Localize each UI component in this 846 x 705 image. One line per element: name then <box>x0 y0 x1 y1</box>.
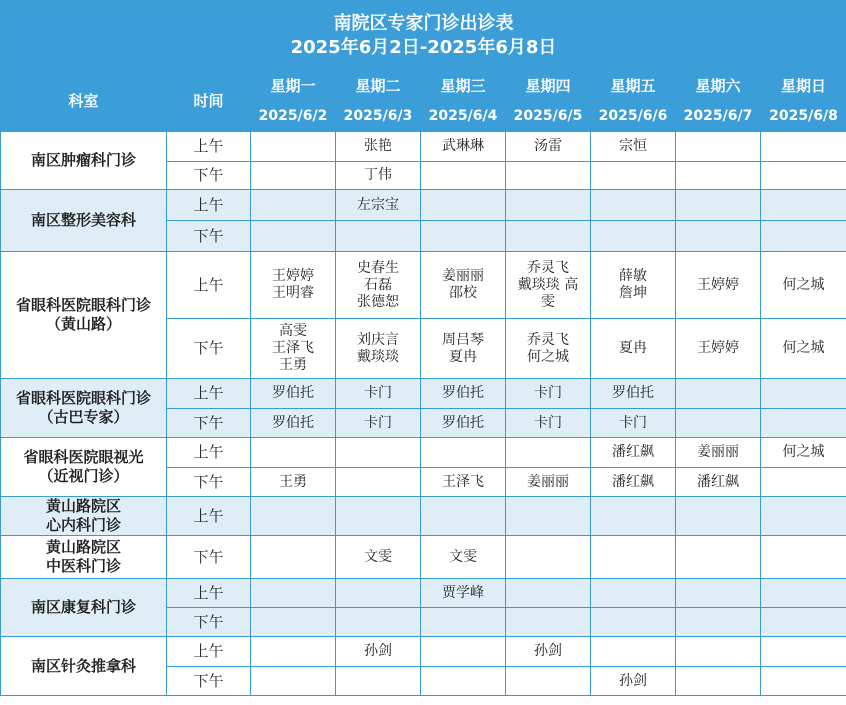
schedule-cell <box>506 132 591 162</box>
weekday-row <box>1 72 846 102</box>
doctor-name: 王泽飞 <box>442 473 484 490</box>
weekday-header: 星期一 <box>251 72 336 102</box>
session-row <box>1 637 846 667</box>
schedule-cell <box>336 409 421 438</box>
schedule-cell <box>761 319 846 379</box>
schedule-cell <box>421 497 506 536</box>
doctor-name: 姜丽丽 <box>697 444 739 460</box>
schedule-cell <box>676 579 761 608</box>
schedule-cell <box>591 252 676 319</box>
schedule-cell <box>761 667 846 696</box>
department-name <box>1 536 167 579</box>
doctor-name: 王明睿 <box>272 285 314 301</box>
schedule-cell <box>421 252 506 319</box>
schedule-cell <box>676 536 761 579</box>
weekday-header: 星期五 <box>591 72 676 102</box>
schedule-cell <box>336 252 421 319</box>
department-name <box>1 497 167 536</box>
doctor-name: 高雯 <box>279 323 307 339</box>
schedule-cell <box>591 162 676 190</box>
session-time: 上午 <box>167 497 251 536</box>
department-name-line: 中医科门诊 <box>45 557 121 575</box>
schedule-cell <box>676 438 761 468</box>
doctor-name: 王勇 <box>279 357 307 373</box>
doctor-name: 潘红飙 <box>612 473 654 490</box>
schedule-cell <box>761 608 846 637</box>
schedule-cell <box>676 409 761 438</box>
schedule-cell <box>676 379 761 409</box>
session-time: 下午 <box>167 667 251 696</box>
schedule-cell <box>761 536 846 579</box>
doctor-name: 姜丽丽 <box>527 473 569 490</box>
schedule-cell <box>336 608 421 637</box>
schedule-cell <box>251 319 336 379</box>
session-time: 下午 <box>167 319 251 379</box>
doctor-name: 潘红飙 <box>612 444 654 460</box>
schedule-cell <box>761 468 846 497</box>
department-name <box>1 637 167 696</box>
schedule-cell <box>761 221 846 252</box>
schedule-cell <box>761 252 846 319</box>
schedule-cell <box>421 579 506 608</box>
doctor-name: 罗伯托 <box>272 414 314 431</box>
schedule-cell <box>591 319 676 379</box>
schedule-cell <box>676 252 761 319</box>
schedule-cell <box>336 132 421 162</box>
doctor-name: 雯 <box>541 293 555 310</box>
doctor-name: 王勇 <box>279 473 307 490</box>
schedule-cell <box>506 190 591 221</box>
doctor-name: 王泽飞 <box>272 340 314 356</box>
schedule-cell <box>761 409 846 438</box>
schedule-cell <box>421 637 506 667</box>
session-row <box>1 379 846 409</box>
department-name-line: 南区康复科门诊 <box>30 598 136 616</box>
schedule-cell <box>676 132 761 162</box>
session-row <box>1 438 846 468</box>
schedule-cell <box>421 409 506 438</box>
session-time: 下午 <box>167 536 251 579</box>
date-header: 2025/6/4 <box>421 102 506 132</box>
session-row <box>1 252 846 319</box>
session-row <box>1 132 846 162</box>
weekday-header: 星期六 <box>676 72 761 102</box>
schedule-cell <box>251 132 336 162</box>
schedule-cell <box>421 438 506 468</box>
doctor-name: 罗伯托 <box>442 385 484 401</box>
schedule-cell <box>591 132 676 162</box>
schedule-cell <box>251 409 336 438</box>
session-time: 下午 <box>167 221 251 252</box>
doctor-name: 薛敏 <box>619 268 647 284</box>
doctor-name: 周吕琴 <box>442 331 484 348</box>
schedule-body <box>1 132 846 696</box>
schedule-cell <box>591 637 676 667</box>
schedule-cell <box>591 438 676 468</box>
doctor-name: 孙剑 <box>534 643 562 659</box>
doctor-name: 文雯 <box>364 548 392 565</box>
doctor-name: 何之城 <box>782 444 825 460</box>
doctor-name: 何之城 <box>527 348 569 365</box>
schedule-cell <box>506 162 591 190</box>
schedule-cell <box>251 190 336 221</box>
schedule-cell <box>591 190 676 221</box>
schedule-cell <box>336 579 421 608</box>
department-name <box>1 438 167 497</box>
schedule-cell <box>591 221 676 252</box>
schedule-cell <box>506 221 591 252</box>
session-time: 上午 <box>167 252 251 319</box>
doctor-name: 卡门 <box>364 385 392 401</box>
doctor-name: 汤雷 <box>534 138 562 154</box>
doctor-name: 卡门 <box>534 414 562 431</box>
doctor-name: 何之城 <box>782 340 825 356</box>
department-name <box>1 379 167 438</box>
schedule-cell <box>251 497 336 536</box>
doctor-name: 王婷婷 <box>697 276 739 293</box>
schedule-cell <box>676 667 761 696</box>
doctor-name: 刘庆言 <box>357 331 399 348</box>
schedule-cell <box>251 252 336 319</box>
department-name-line: 心内科门诊 <box>45 516 121 534</box>
department-name-line: 南区针灸推拿科 <box>30 656 136 675</box>
doctor-name: 宗恒 <box>619 138 647 154</box>
doctor-name: 罗伯托 <box>272 385 314 401</box>
schedule-cell <box>421 536 506 579</box>
schedule-cell <box>761 438 846 468</box>
doctor-name: 卡门 <box>619 414 647 431</box>
schedule-cell <box>251 536 336 579</box>
schedule-cell <box>591 608 676 637</box>
date-header: 2025/6/3 <box>336 102 421 132</box>
date-header: 2025/6/8 <box>761 102 846 132</box>
doctor-name: 詹坤 <box>619 285 647 301</box>
schedule-cell <box>336 667 421 696</box>
title-line-2: 2025年6月2日-2025年6月8日 <box>290 37 557 58</box>
session-time: 上午 <box>167 190 251 221</box>
doctor-name: 卡门 <box>534 385 562 401</box>
department-name-line: 省眼科医院眼科门诊 <box>15 296 151 314</box>
schedule-cell <box>591 379 676 409</box>
session-time: 上午 <box>167 132 251 162</box>
time-header: 时间 <box>167 72 251 132</box>
doctor-name: 史春生 <box>357 259 399 276</box>
doctor-name: 左宗宝 <box>357 196 399 213</box>
department-name <box>1 132 167 190</box>
doctor-name: 石磊 <box>364 276 392 293</box>
schedule-cell <box>761 132 846 162</box>
department-name-line: 黄山路院区 <box>45 538 121 556</box>
schedule-cell <box>506 409 591 438</box>
schedule-cell <box>336 497 421 536</box>
schedule-cell <box>251 667 336 696</box>
doctor-name: 丁伟 <box>364 167 392 183</box>
schedule-cell <box>676 468 761 497</box>
schedule-cell <box>336 190 421 221</box>
department-name-line: （近视门诊） <box>38 467 129 485</box>
doctor-name: 张德恕 <box>357 293 399 310</box>
department-name-line: 黄山路院区 <box>45 497 121 515</box>
schedule-cell <box>251 579 336 608</box>
schedule-cell <box>421 221 506 252</box>
department-name-line: （古巴专家） <box>38 408 129 426</box>
schedule-cell <box>506 667 591 696</box>
department-name-line: 省眼科医院眼视光 <box>23 448 144 466</box>
schedule-cell <box>336 536 421 579</box>
doctor-name: 卡门 <box>364 414 392 431</box>
doctor-name: 夏冉 <box>449 348 477 365</box>
schedule-cell <box>676 497 761 536</box>
schedule-cell <box>251 608 336 637</box>
schedule-cell <box>591 468 676 497</box>
session-time: 下午 <box>167 409 251 438</box>
schedule-cell <box>336 319 421 379</box>
title-row <box>1 1 846 72</box>
doctor-name: 戴琰琰 高 <box>517 276 579 293</box>
department-name-line: 南区肿瘤科门诊 <box>30 151 136 169</box>
schedule-cell <box>251 468 336 497</box>
title-line-1: 南院区专家门诊出诊表 <box>333 13 514 34</box>
schedule-cell <box>761 162 846 190</box>
weekday-header: 星期二 <box>336 72 421 102</box>
schedule-cell <box>591 579 676 608</box>
schedule-cell <box>506 536 591 579</box>
session-time: 上午 <box>167 379 251 409</box>
schedule-cell <box>251 637 336 667</box>
schedule-cell <box>506 579 591 608</box>
department-name-line: 南区整形美容科 <box>30 211 136 229</box>
schedule-cell <box>251 162 336 190</box>
department-name-line: 省眼科医院眼科门诊 <box>15 389 151 407</box>
schedule-cell <box>506 637 591 667</box>
doctor-name: 戴琰琰 <box>357 348 399 365</box>
doctor-name: 乔灵飞 <box>527 259 569 276</box>
schedule-cell <box>591 536 676 579</box>
schedule-cell <box>506 608 591 637</box>
schedule-cell <box>591 667 676 696</box>
schedule-title <box>1 1 846 72</box>
date-header: 2025/6/5 <box>506 102 591 132</box>
schedule-cell <box>506 497 591 536</box>
doctor-name: 文雯 <box>449 548 477 565</box>
schedule-cell <box>761 497 846 536</box>
schedule-cell <box>336 379 421 409</box>
schedule-cell <box>421 468 506 497</box>
doctor-name: 武琳琳 <box>442 138 484 154</box>
doctor-name: 张艳 <box>364 138 392 154</box>
schedule-cell <box>676 190 761 221</box>
session-time: 上午 <box>167 637 251 667</box>
doctor-name: 孙剑 <box>364 643 392 659</box>
session-time: 下午 <box>167 608 251 637</box>
schedule-cell <box>761 379 846 409</box>
schedule-cell <box>421 319 506 379</box>
schedule-cell <box>676 608 761 637</box>
schedule-cell <box>761 190 846 221</box>
schedule-cell <box>676 637 761 667</box>
schedule-cell <box>676 221 761 252</box>
weekday-header: 星期三 <box>421 72 506 102</box>
schedule-cell <box>506 379 591 409</box>
schedule-cell <box>506 468 591 497</box>
date-header: 2025/6/2 <box>251 102 336 132</box>
weekday-header: 星期日 <box>761 72 846 102</box>
schedule-cell <box>676 162 761 190</box>
schedule-cell <box>506 438 591 468</box>
schedule-cell <box>421 190 506 221</box>
schedule-cell <box>591 497 676 536</box>
schedule-cell <box>506 319 591 379</box>
doctor-name: 姜丽丽 <box>442 268 484 284</box>
schedule-cell <box>421 132 506 162</box>
schedule-cell <box>421 162 506 190</box>
schedule-cell <box>676 319 761 379</box>
department-name <box>1 252 167 379</box>
doctor-name: 孙剑 <box>619 672 647 689</box>
doctor-name: 王婷婷 <box>697 340 739 356</box>
schedule-cell <box>421 379 506 409</box>
date-header: 2025/6/7 <box>676 102 761 132</box>
weekday-header: 星期四 <box>506 72 591 102</box>
session-row <box>1 497 846 536</box>
schedule-cell <box>251 438 336 468</box>
schedule-cell <box>421 667 506 696</box>
schedule-cell <box>336 468 421 497</box>
session-time: 上午 <box>167 579 251 608</box>
department-name <box>1 190 167 252</box>
schedule-cell <box>761 579 846 608</box>
schedule-cell <box>336 637 421 667</box>
session-row <box>1 190 846 221</box>
schedule-cell <box>506 252 591 319</box>
session-time: 上午 <box>167 438 251 468</box>
session-time: 下午 <box>167 468 251 497</box>
department-name <box>1 579 167 637</box>
session-row <box>1 536 846 579</box>
schedule-cell <box>761 637 846 667</box>
department-name-line: （黄山路） <box>45 315 121 333</box>
doctor-name: 邵校 <box>449 285 477 301</box>
doctor-name: 罗伯托 <box>442 414 484 431</box>
date-header: 2025/6/6 <box>591 102 676 132</box>
schedule-cell <box>336 162 421 190</box>
doctor-name: 夏冉 <box>619 340 647 356</box>
doctor-name: 王婷婷 <box>272 268 314 284</box>
schedule-cell <box>251 221 336 252</box>
session-time: 下午 <box>167 162 251 190</box>
doctor-name: 乔灵飞 <box>527 331 569 348</box>
schedule-cell <box>251 379 336 409</box>
doctor-name: 何之城 <box>782 276 825 293</box>
session-row <box>1 579 846 608</box>
doctor-name: 贾学峰 <box>442 584 484 601</box>
schedule-cell <box>336 221 421 252</box>
schedule-cell <box>336 438 421 468</box>
schedule-cell <box>591 409 676 438</box>
doctor-name: 潘红飙 <box>697 473 739 490</box>
schedule-cell <box>421 608 506 637</box>
doctor-name: 罗伯托 <box>612 385 654 401</box>
dept-header: 科室 <box>1 72 167 132</box>
